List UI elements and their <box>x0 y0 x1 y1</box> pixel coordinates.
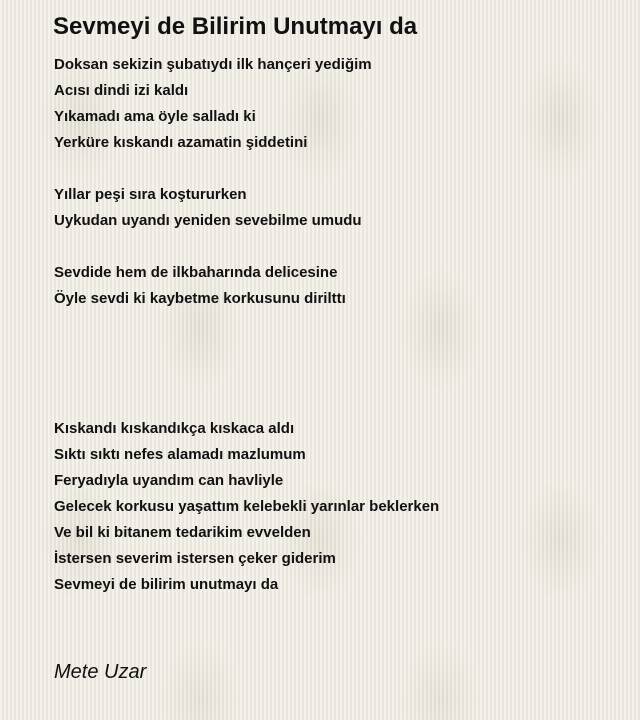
poem-line: İstersen severim istersen çeker giderim <box>54 550 336 567</box>
poem-line: Yıllar peşi sıra koştururken <box>54 186 247 203</box>
stanza-3 <box>54 260 624 312</box>
poem-body <box>54 52 624 598</box>
stanza-2 <box>54 182 624 234</box>
poem-line: Öyle sevdi ki kaybetme korkusunu dirilttı <box>54 290 346 307</box>
poem-line: Gelecek korkusu yaşattım kelebekli yarınlar beklerken <box>54 498 440 515</box>
poem-title: Sevmeyi de Bilirim Unutmayı da <box>53 13 418 40</box>
poem-line: Kıskandı kıskandıkça kıskaca aldı <box>54 420 295 437</box>
poem-line: Sıktı sıktı nefes alamadı mazlumum <box>54 446 306 463</box>
poem-line: Acısı dindi izi kaldı <box>54 82 189 99</box>
poem-line: Sevdide hem de ilkbaharında delicesine <box>54 264 338 281</box>
poem-line: Doksan sekizin şubatıydı ilk hançeri yediğim <box>54 56 372 73</box>
poem-line: Uykudan uyandı yeniden sevebilme umudu <box>54 212 362 229</box>
stanza-spacer <box>54 312 624 416</box>
poem-line: Yıkamadı ama öyle salladı ki <box>54 108 256 125</box>
poem-line: Sevmeyi de bilirim unutmayı da <box>54 576 279 593</box>
poem-line: Yerküre kıskandı azamatin şiddetini <box>54 134 308 151</box>
poem-author: Mete Uzar <box>54 661 147 683</box>
stanza-spacer <box>54 234 624 260</box>
poem-line: Feryadıyla uyandım can havliyle <box>54 472 284 489</box>
stanza-4 <box>54 416 624 598</box>
poem-line: Ve bil ki bitanem tedarikim evvelden <box>54 524 311 541</box>
stanza-spacer <box>54 156 624 182</box>
stanza-1 <box>54 52 624 156</box>
